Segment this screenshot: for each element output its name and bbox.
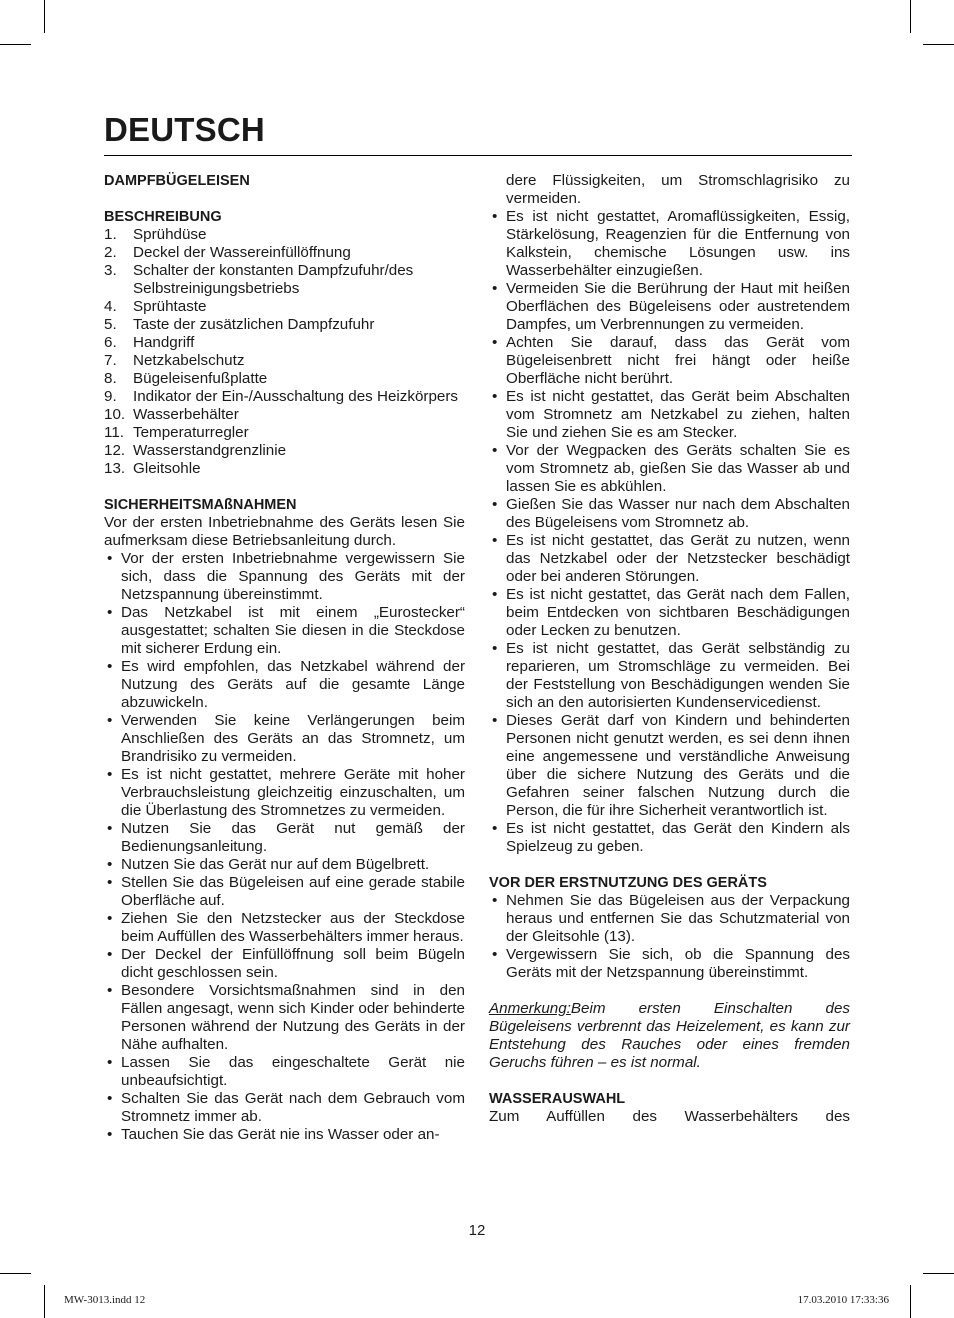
bullet-icon: • [492,208,498,225]
list-item [104,262,465,298]
bullet-icon: • [492,532,498,549]
item-text: Temperaturregler [133,424,249,441]
bullet-icon: • [107,946,113,963]
bullet-text: Tauchen Sie das Gerät nie ins Wasser oder an- [121,1126,440,1143]
bullet-icon: • [107,874,113,891]
note-label: Anmerkung: [489,1000,571,1017]
intro-paragraph: Vor der ersten Inbetriebnahme des Geräts lesen Sie aufmerksam diese Betriebsanleitung durch. [104,514,465,549]
bullet-text: Es ist nicht gestattet, das Gerät zu nutzen, wenn das Netzkabel oder der Netzstecker beschädigt oder bei anderen Störungen. [506,532,850,585]
bullet-icon: • [107,1126,113,1143]
bullet-item [104,712,465,766]
bullet-icon: • [107,856,113,873]
bullet-item [489,442,850,496]
bullet-item [489,712,850,820]
list-item [104,316,465,334]
bullet-item [489,208,850,280]
bullet-item [489,388,850,442]
bullet-text: Das Netzkabel ist mit einem „Eurostecker“ ausgestattet; schalten Sie diesen in die Steckdose mit sicherer Erdung ein. [121,604,465,657]
bullet-item [104,604,465,658]
bullet-icon: • [492,388,498,405]
bullet-item [489,640,850,712]
bullet-icon: • [107,658,113,675]
bullet-icon: • [107,1054,113,1071]
bullet-text: Vor der Wegpacken des Geräts schalten Sie es vom Stromnetz ab, gießen Sie das Wasser ab und lassen Sie es abkühlen. [506,442,850,495]
list-item [104,424,465,442]
list-item [104,352,465,370]
list-item [104,334,465,352]
bullet-text: Dieses Gerät darf von Kindern und behinderten Personen nicht genutzt werden, es sei denn ihnen eine angemessene und verständliche Anweisung über die sichere Nutzung des Geräts und die Gefahren seiner falschen Nutzung durch die Person, die für ihre Sicherheit verantwortlich ist. [506,712,850,819]
item-text: Sprühtaste [133,298,207,315]
item-number: 13. [104,460,126,477]
item-text: Deckel der Wassereinfüllöffnung [133,244,351,261]
item-text: Taste der zusätzlichen Dampfzufuhr [133,316,375,333]
bullet-item [104,910,465,946]
item-number: 1. [104,226,117,243]
section-heading: WASSERAUSWAHL [489,1091,626,1107]
bullet-icon: • [492,496,498,513]
item-text: Handgriff [133,334,195,351]
footer-date: 17.03.2010 17:33:36 [797,1294,889,1306]
bullet-icon: • [107,550,113,567]
item-text: Wasserbehälter [133,406,239,423]
bullet-item [104,820,465,856]
crop-mark [923,44,954,45]
bullet-text: Es ist nicht gestattet, Aromaflüssigkeiten, Essig, Stärkelösung, Reagenzien für die Entfernung von Kalkstein, chemische Lösungen usw. ins Wasserbehälter einzugießen. [506,208,850,279]
item-text: Gleitsohle [133,460,201,477]
bullet-icon: • [492,712,498,729]
bullet-item [104,550,465,604]
list-item [104,460,465,478]
item-number: 7. [104,352,117,369]
bullet-item [104,946,465,982]
crop-mark [44,0,45,33]
bullet-icon: • [492,442,498,459]
left-column [104,172,465,1144]
item-number: 6. [104,334,117,351]
item-text: Sprühdüse [133,226,207,243]
bullet-text: Stellen Sie das Bügeleisen auf eine gerade stabile Oberfläche auf. [121,874,465,909]
bullet-item [489,334,850,388]
bullet-item [489,892,850,946]
bullet-icon: • [492,280,498,297]
crop-mark [0,44,31,45]
bullet-item [104,658,465,712]
bullet-icon: • [107,820,113,837]
bullet-item [104,1090,465,1126]
bullet-text: Es ist nicht gestattet, das Gerät selbständig zu reparieren, um Stromschläge zu vermeiden. Bei der Feststellung von Beschädigungen wenden Sie sich an den autorisierten Kundenservicedienst. [506,640,850,711]
bullet-text: Vor der ersten Inbetriebnahme vergewissern Sie sich, dass die Spannung des Geräts mit der Netzspannung übereinstimmt. [121,550,465,603]
crop-mark [44,1285,45,1318]
continued-text: dere Flüssigkeiten, um Stromschlagrisiko zu vermeiden. [506,172,850,207]
bullet-icon: • [107,910,113,927]
bullet-icon: • [107,712,113,729]
bullet-text: Nutzen Sie das Gerät nut gemäß der Bedienungsanleitung. [121,820,465,855]
section-heading: BESCHREIBUNG [104,209,222,225]
item-text: Bügeleisenfußplatte [133,370,268,387]
item-number: 12. [104,442,126,459]
list-item [104,298,465,316]
bullet-item [489,532,850,586]
item-text: Schalter der konstanten Dampfzufuhr/des Selbstreinigungsbetriebs [133,262,414,297]
bullet-text: Es ist nicht gestattet, das Gerät den Kindern als Spielzeug zu geben. [506,820,850,855]
bullet-item [104,982,465,1054]
bullet-icon: • [107,1090,113,1107]
bullet-item [104,1054,465,1090]
page-number: 12 [468,1222,486,1239]
item-text: Indikator der Ein-/Ausschaltung des Heizkörpers [133,388,459,405]
bullet-item [104,1126,465,1144]
right-column [489,172,850,1126]
bullet-text: Der Deckel der Einfüllöffnung soll beim Bügeln dicht geschlossen sein. [121,946,465,981]
bullet-text: Besondere Vorsichtsmaßnahmen sind in den Fällen angesagt, wenn sich Kinder oder behinderte Personen während der Nutzung des Geräts in der Nähe aufhalten. [121,982,465,1053]
bullet-item [104,766,465,820]
item-number: 8. [104,370,117,387]
bullet-text: Verwenden Sie keine Verlängerungen beim Anschließen des Geräts an das Stromnetz, um Brandrisiko zu vermeiden. [121,712,465,765]
bullet-text: Ziehen Sie den Netzstecker aus der Steckdose beim Auffüllen des Wasserbehälters immer heraus. [121,910,465,945]
item-number: 5. [104,316,117,333]
bullet-text: Vergewissern Sie sich, ob die Spannung des Geräts mit der Netzspannung übereinstimmt. [506,946,850,981]
bullet-icon: • [492,946,498,963]
bullet-icon: • [492,586,498,603]
list-item [104,370,465,388]
bullet-text: Schalten Sie das Gerät nach dem Gebrauch vom Stromnetz immer ab. [121,1090,465,1125]
bullet-icon: • [107,766,113,783]
safety-list [104,550,465,1144]
footer-file: MW-3013.indd 12 [64,1294,146,1306]
bullet-text: Nehmen Sie das Bügeleisen aus der Verpackung heraus und entfernen Sie das Schutzmaterial von der Gleitsohle (13). [506,892,850,945]
page-title: DEUTSCH [104,111,265,148]
item-text: Wasserstandgrenzlinie [133,442,287,459]
bullet-text: Vermeiden Sie die Berührung der Haut mit heißen Oberflächen des Bügeleisens oder austretendem Dampfes, um Verbrennungen zu vermeiden. [506,280,850,333]
title-rule [104,155,852,156]
bullet-item [489,496,850,532]
list-item [104,406,465,424]
bullet-text: Es wird empfohlen, das Netzkabel während der Nutzung des Geräts auf die gesamte Länge abzuwickeln. [121,658,465,711]
bullet-icon: • [107,604,113,621]
crop-mark [923,1273,954,1274]
section-heading: DAMPFBÜGELEISEN [104,173,250,189]
paragraph: Zum Auffüllen des Wasserbehälters des [489,1108,850,1125]
bullet-text: Nutzen Sie das Gerät nur auf dem Bügelbrett. [121,856,430,873]
bullet-text: Es ist nicht gestattet, mehrere Geräte mit hoher Verbrauchsleistung gleichzeitig einzuschalten, um die Überlastung des Stromnetzes zu vermeiden. [121,766,465,819]
item-text: Netzkabelschutz [133,352,245,369]
item-number: 11. [104,424,124,441]
crop-mark [910,1285,911,1318]
list-item [104,244,465,262]
bullet-icon: • [107,982,113,999]
safety-list-continued [489,208,850,856]
item-number: 9. [104,388,117,405]
bullet-icon: • [492,892,498,909]
bullet-item [104,874,465,910]
item-number: 3. [104,262,117,279]
bullet-item [489,280,850,334]
list-item [104,226,465,244]
parts-list [104,226,465,478]
list-item [104,388,465,406]
item-number: 4. [104,298,117,315]
bullet-text: Es ist nicht gestattet, das Gerät beim Abschalten vom Stromnetz am Netzkabel zu ziehen, halten Sie und ziehen Sie es am Stecker. [506,388,850,441]
bullet-item [489,586,850,640]
bullet-icon: • [492,820,498,837]
bullet-text: Gießen Sie das Wasser nur nach dem Abschalten des Bügeleisens vom Stromnetz ab. [506,496,850,531]
crop-mark [910,0,911,33]
item-number: 2. [104,244,117,261]
bullet-icon: • [492,334,498,351]
first-use-list [489,892,850,982]
item-number: 10. [104,406,126,423]
bullet-text: Achten Sie darauf, dass das Gerät vom Bügeleisenbrett nicht frei hängt oder heiße Oberfläche nicht berührt. [506,334,850,387]
section-heading: VOR DER ERSTNUTZUNG DES GERÄTS [489,875,767,891]
note-paragraph [489,1000,850,1072]
bullet-text: Lassen Sie das eingeschaltete Gerät nie unbeaufsichtigt. [121,1054,465,1089]
crop-mark [0,1273,31,1274]
bullet-item [104,856,465,874]
note-text: Beim ersten Einschalten des Bügeleisens verbrennt das Heizelement, es kann zur Entstehung des Rauches oder eines fremden Geruchs führen – es ist normal. [489,1000,850,1071]
bullet-item [489,946,850,982]
bullet-item [489,820,850,856]
bullet-icon: • [492,640,498,657]
list-item [104,442,465,460]
bullet-text: Es ist nicht gestattet, das Gerät nach dem Fallen, beim Entdecken von sichtbaren Beschädigungen oder Lecken zu benutzen. [506,586,850,639]
section-heading: SICHERHEITSMAßNAHMEN [104,497,297,513]
